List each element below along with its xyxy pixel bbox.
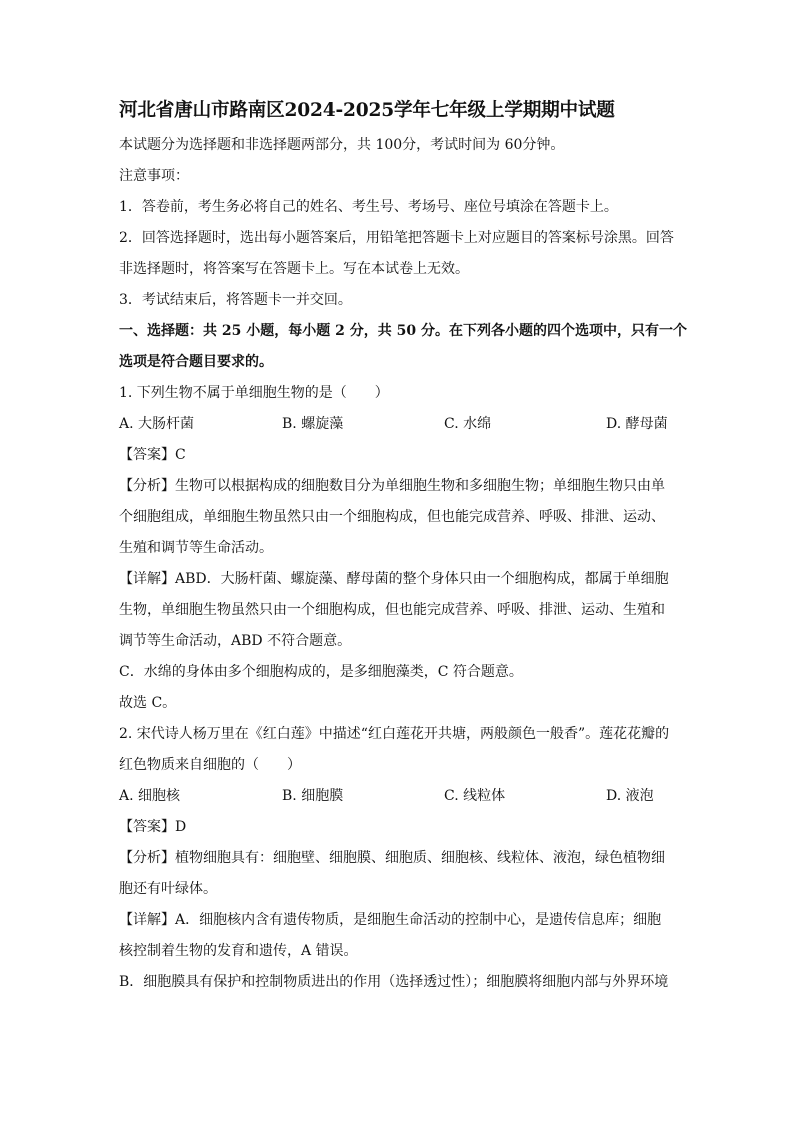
answer-line: 【答案】D (119, 819, 187, 835)
detail-line: B．细胞膜具有保护和控制物质进出的作用（选择透过性）；细胞膜将细胞内部与外界环境 (119, 974, 669, 990)
option-c: C. 线粒体 (444, 788, 506, 804)
option-b: B. 螺旋藻 (282, 416, 344, 432)
page-title: 河北省唐山市路南区2024-2025学年七年级上学期期中试题 (119, 100, 615, 121)
option-a: A. 大肠杆菌 (119, 416, 195, 432)
analysis-line: 胞还有叶绿体。 (119, 881, 217, 897)
detail-line: 【详解】A．细胞核内含有遗传物质，是细胞生命活动的控制中心，是遗传信息库；细胞 (119, 912, 662, 928)
question-stem: 2. 宋代诗人杨万里在《红白莲》中描述“红白莲花开共塘，两般颜色一般香”。莲花花瓣的 (119, 726, 670, 742)
notice-heading: 注意事项： (119, 168, 189, 184)
detail-line: 调节等生命活动，ABD 不符合题意。 (119, 633, 352, 649)
intro-text: 本试题分为选择题和非选择题两部分，共 100分，考试时间为 60分钟。 (119, 137, 565, 153)
section-heading: 一、选择题：共 25 小题，每小题 2 分，共 50 分。在下列各小题的四个选项中，只有一个 (119, 323, 687, 339)
notice-item: 1．答卷前，考生务必将自己的姓名、考生号、考场号、座位号填涂在答题卡上。 (119, 199, 618, 215)
option-a: A. 细胞核 (119, 788, 181, 804)
analysis-line: 个细胞组成，单细胞生物虽然只由一个细胞构成，但也能完成营养、呼吸、排泄、运动、 (119, 509, 665, 525)
analysis-line: 【分析】植物细胞具有：细胞壁、细胞膜、细胞质、细胞核、线粒体、液泡，绿色植物细 (119, 850, 665, 866)
question-options (119, 781, 674, 812)
notice-item: 非选择题时，将答案写在答题卡上。写在本试卷上无效。 (119, 261, 469, 277)
question-options (119, 409, 674, 440)
question-stem: 红色物质来自细胞的（ ） (119, 757, 301, 773)
section-heading: 选项是符合题目要求的。 (119, 354, 273, 370)
question-stem: 1. 下列生物不属于单细胞生物的是（ ） (119, 385, 389, 401)
answer-line: 【答案】C (119, 447, 186, 463)
detail-line: 故选 C。 (119, 695, 177, 711)
analysis-line: 【分析】生物可以根据构成的细胞数目分为单细胞生物和多细胞生物；单细胞生物只由单 (119, 478, 665, 494)
detail-line: 【详解】ABD．大肠杆菌、螺旋藻、酵母菌的整个身体只由一个细胞构成，都属于单细胞 (119, 571, 669, 587)
analysis-line: 生殖和调节等生命活动。 (119, 540, 273, 556)
option-d: D. 酵母菌 (606, 416, 668, 432)
option-c: C. 水绵 (444, 416, 492, 432)
detail-line: 核控制着生物的发育和遗传，A 错误。 (119, 943, 358, 959)
detail-line: 生物，单细胞生物虽然只由一个细胞构成，但也能完成营养、呼吸、排泄、运动、生殖和 (119, 602, 665, 618)
option-b: B. 细胞膜 (282, 788, 344, 804)
notice-item: 2．回答选择题时，选出每小题答案后，用铅笔把答题卡上对应题目的答案标号涂黑。回答 (119, 230, 674, 246)
detail-line: C．水绵的身体由多个细胞构成的，是多细胞藻类，C 符合题意。 (119, 664, 523, 680)
option-d: D. 液泡 (606, 788, 654, 804)
notice-item: 3．考试结束后，将答题卡一并交回。 (119, 292, 352, 308)
